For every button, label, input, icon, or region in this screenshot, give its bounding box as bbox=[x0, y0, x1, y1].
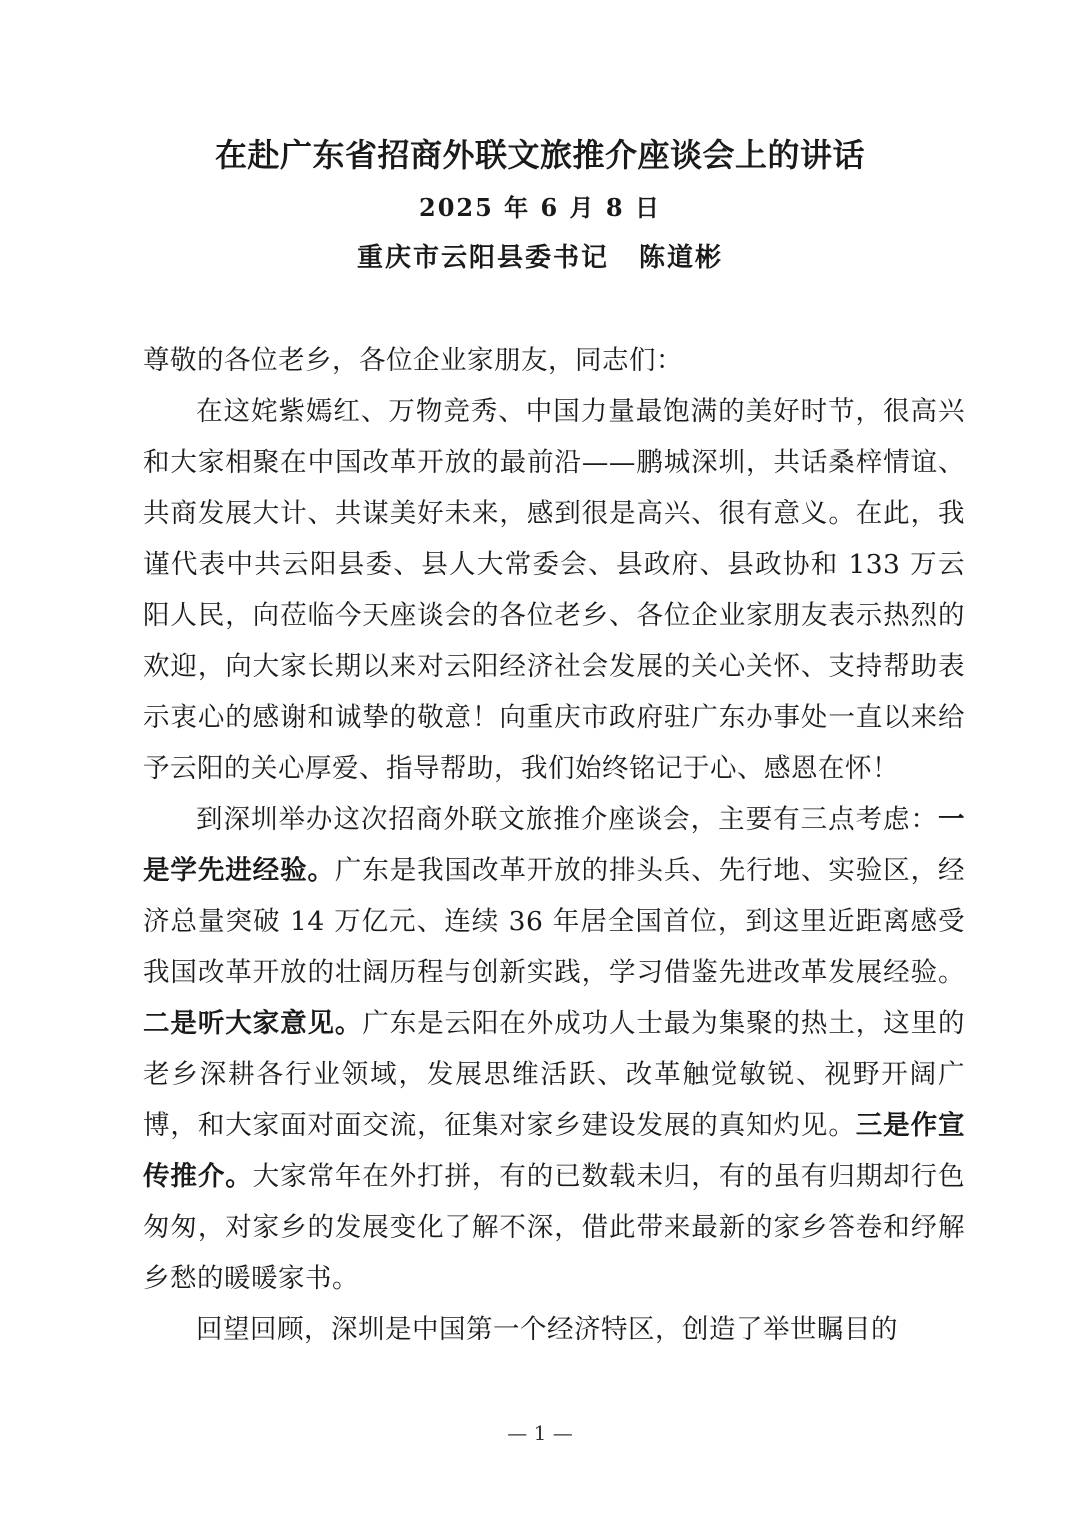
paragraph: 回望回顾，深圳是中国第一个经济特区，创造了举世瞩目的 bbox=[196, 1314, 898, 1345]
greeting: 尊敬的各位老乡，各位企业家朋友，同志们： bbox=[143, 345, 683, 376]
point-text: 大家常年在外打拼，有的已数载未归，有的虽有归期却行色匆匆，对家乡的发展变化了解不深，借此带来最新的家乡答卷和纾解乡愁的暖暖家书。 bbox=[143, 1161, 966, 1294]
paragraph bbox=[143, 794, 965, 1304]
speaker-role: 重庆市云阳县委书记 bbox=[356, 243, 609, 273]
point-heading: 三是作宣传推介。 bbox=[143, 1110, 966, 1192]
page-number: — 1 — bbox=[507, 1421, 573, 1445]
document-date: 2025 年 6 月 8 日 bbox=[419, 193, 661, 222]
paragraph-intro: 到深圳举办这次招商外联文旅推介座谈会，主要有三点考虑： bbox=[196, 804, 938, 835]
point-text: 广东是我国改革开放的排头兵、先行地、实验区，经济总量突破 14 万亿元、连续 36 年居全国首位，到这里近距离感受我国改革开放的壮阔历程与创新实践，学习借鉴先进改革发展经验。 bbox=[143, 855, 966, 988]
point-heading: 一是学先进经验。 bbox=[143, 804, 965, 886]
paragraph: 在这姹紫嫣红、万物竞秀、中国力量最饱满的美好时节，很高兴和大家相聚在中国改革开放的最前沿——鹏城深圳，共话桑梓情谊、共商发展大计、共谋美好未来，感到很是高兴、很有意义。在此，我谨代表中共云阳县委、县人大常委会、县政府、县政协和 133 万云阳人民，向莅临今天座谈会的各位老乡、各位企业家朋友表示热烈的欢迎，向大家长期以来对云阳经济社会发展的关心关怀、支持帮助表示衷心的感谢和诚挚的敬意！向重庆市政府驻广东办事处一直以来给予云阳的关心厚爱、指导帮助，我们始终铭记于心、感恩在怀！ bbox=[143, 396, 965, 784]
speaker-name: 陈道彬 bbox=[639, 243, 724, 273]
point-text: 广东是云阳在外成功人士最为集聚的热土，这里的老乡深耕各行业领域，发展思维活跃、改革触觉敏锐、视野开阔广博，和大家面对面交流，征集对家乡建设发展的真知灼见。 bbox=[143, 1008, 966, 1141]
point-heading: 二是听大家意见。 bbox=[143, 1008, 363, 1039]
speaker-line bbox=[0, 236, 1080, 280]
document-body bbox=[143, 335, 965, 1355]
document-title: 在赴广东省招商外联文旅推介座谈会上的讲话 bbox=[214, 136, 865, 174]
